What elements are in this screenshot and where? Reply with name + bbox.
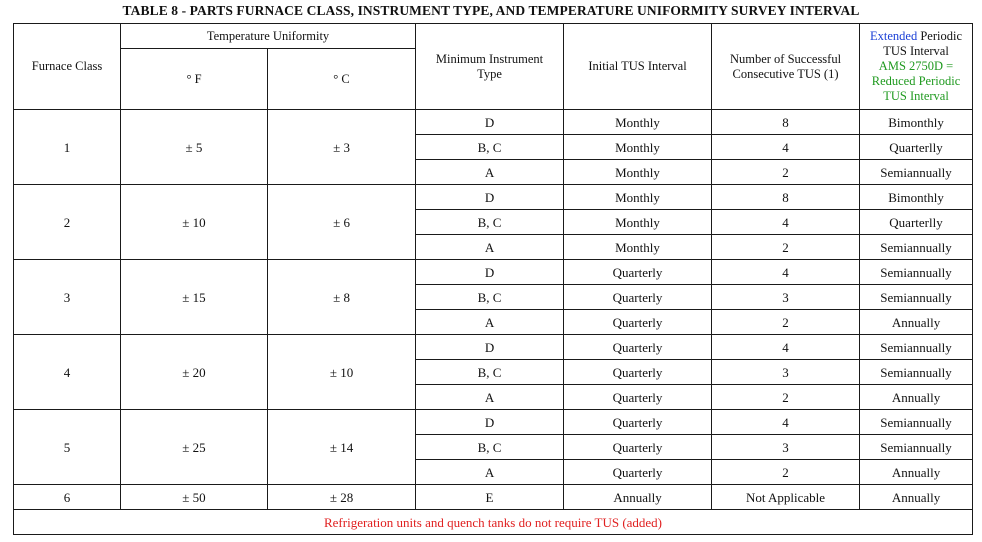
header-deg-c: ° C — [268, 49, 416, 110]
cell-successful-count: 3 — [712, 285, 860, 310]
cell-uniformity-c: ± 3 — [268, 110, 416, 185]
cell-instrument-type: E — [416, 485, 564, 510]
cell-periodic-interval: Semiannually — [860, 360, 973, 385]
cell-successful-count: 2 — [712, 460, 860, 485]
cell-successful-count: Not Applicable — [712, 485, 860, 510]
cell-periodic-interval: Annually — [860, 485, 973, 510]
header-number-successful — [712, 24, 860, 110]
header-ams-line1: AMS 2750D = — [878, 59, 954, 73]
cell-furnace-class: 5 — [14, 410, 121, 485]
cell-successful-count: 2 — [712, 160, 860, 185]
cell-furnace-class: 2 — [14, 185, 121, 260]
header-deg-f: ° F — [121, 49, 268, 110]
header-min-instrument-line1: Minimum Instrument — [435, 51, 544, 66]
cell-instrument-type: A — [416, 385, 564, 410]
cell-furnace-class: 1 — [14, 110, 121, 185]
header-min-instrument-line2: Type — [477, 66, 502, 81]
cell-uniformity-c: ± 6 — [268, 185, 416, 260]
cell-successful-count: 4 — [712, 260, 860, 285]
cell-furnace-class: 4 — [14, 335, 121, 410]
header-minimum-instrument-type — [416, 24, 564, 110]
header-temperature-uniformity: Temperature Uniformity — [121, 24, 416, 49]
cell-periodic-interval: Semiannually — [860, 410, 973, 435]
table-row — [14, 185, 973, 210]
cell-initial-interval: Monthly — [564, 135, 712, 160]
header-periodic-word: Periodic — [917, 29, 963, 43]
cell-periodic-interval: Semiannually — [860, 235, 973, 260]
header-ams-line2: Reduced Periodic — [871, 74, 961, 88]
cell-uniformity-c: ± 10 — [268, 335, 416, 410]
cell-successful-count: 8 — [712, 110, 860, 135]
cell-instrument-type: B, C — [416, 360, 564, 385]
table-row — [14, 110, 973, 135]
cell-initial-interval: Monthly — [564, 160, 712, 185]
tus-table — [13, 23, 973, 535]
cell-successful-count: 4 — [712, 210, 860, 235]
cell-initial-interval: Quarterly — [564, 410, 712, 435]
cell-instrument-type: D — [416, 185, 564, 210]
cell-instrument-type: A — [416, 460, 564, 485]
cell-instrument-type: A — [416, 235, 564, 260]
cell-successful-count: 4 — [712, 135, 860, 160]
cell-successful-count: 4 — [712, 410, 860, 435]
cell-successful-count: 8 — [712, 185, 860, 210]
cell-successful-count: 2 — [712, 310, 860, 335]
cell-initial-interval: Quarterly — [564, 360, 712, 385]
cell-instrument-type: D — [416, 410, 564, 435]
cell-periodic-interval: Semiannually — [860, 160, 973, 185]
cell-periodic-interval: Annually — [860, 385, 973, 410]
cell-instrument-type: A — [416, 160, 564, 185]
header-extended-word: Extended — [870, 29, 918, 43]
header-initial-tus-interval: Initial TUS Interval — [564, 24, 712, 110]
cell-instrument-type: B, C — [416, 210, 564, 235]
cell-periodic-interval: Semiannually — [860, 285, 973, 310]
cell-initial-interval: Monthly — [564, 110, 712, 135]
cell-periodic-interval: Semiannually — [860, 335, 973, 360]
cell-periodic-interval: Annually — [860, 460, 973, 485]
header-tus-interval: TUS Interval — [883, 44, 949, 58]
cell-periodic-interval: Quarterlly — [860, 210, 973, 235]
cell-instrument-type: B, C — [416, 135, 564, 160]
header-num-successful-line2: Consecutive TUS (1) — [732, 66, 839, 81]
cell-successful-count: 3 — [712, 360, 860, 385]
cell-periodic-interval: Semiannually — [860, 435, 973, 460]
cell-initial-interval: Quarterly — [564, 435, 712, 460]
cell-initial-interval: Quarterly — [564, 335, 712, 360]
cell-initial-interval: Monthly — [564, 210, 712, 235]
cell-initial-interval: Quarterly — [564, 310, 712, 335]
cell-instrument-type: D — [416, 260, 564, 285]
cell-instrument-type: D — [416, 110, 564, 135]
cell-initial-interval: Quarterly — [564, 285, 712, 310]
cell-instrument-type: D — [416, 335, 564, 360]
header-ams-line3: TUS Interval — [883, 89, 949, 103]
cell-uniformity-f: ± 20 — [121, 335, 268, 410]
cell-successful-count: 2 — [712, 385, 860, 410]
cell-successful-count: 3 — [712, 435, 860, 460]
table-row — [14, 260, 973, 285]
header-furnace-class: Furnace Class — [14, 24, 121, 110]
cell-uniformity-c: ± 28 — [268, 485, 416, 510]
cell-initial-interval: Monthly — [564, 235, 712, 260]
cell-instrument-type: A — [416, 310, 564, 335]
cell-initial-interval: Monthly — [564, 185, 712, 210]
cell-furnace-class: 3 — [14, 260, 121, 335]
cell-uniformity-f: ± 10 — [121, 185, 268, 260]
cell-successful-count: 4 — [712, 335, 860, 360]
header-num-successful-line1: Number of Successful — [729, 51, 842, 66]
cell-initial-interval: Quarterly — [564, 460, 712, 485]
cell-uniformity-c: ± 14 — [268, 410, 416, 485]
table-title: TABLE 8 - PARTS FURNACE CLASS, INSTRUMENT TYPE, AND TEMPERATURE UNIFORMITY SURVEY INTERVAL — [122, 3, 860, 18]
footer-note: Refrigeration units and quench tanks do not require TUS (added) — [14, 510, 973, 535]
table-row — [14, 335, 973, 360]
cell-uniformity-c: ± 8 — [268, 260, 416, 335]
cell-periodic-interval: Quarterlly — [860, 135, 973, 160]
cell-uniformity-f: ± 25 — [121, 410, 268, 485]
cell-successful-count: 2 — [712, 235, 860, 260]
cell-periodic-interval: Bimonthly — [860, 185, 973, 210]
cell-periodic-interval: Bimonthly — [860, 110, 973, 135]
cell-periodic-interval: Annually — [860, 310, 973, 335]
cell-initial-interval: Quarterly — [564, 260, 712, 285]
cell-periodic-interval: Semiannually — [860, 260, 973, 285]
cell-instrument-type: B, C — [416, 435, 564, 460]
cell-furnace-class: 6 — [14, 485, 121, 510]
table-row — [14, 410, 973, 435]
header-extended-periodic — [860, 24, 973, 110]
footer-row — [14, 510, 973, 535]
table-row — [14, 485, 973, 510]
cell-initial-interval: Annually — [564, 485, 712, 510]
cell-instrument-type: B, C — [416, 285, 564, 310]
cell-uniformity-f: ± 5 — [121, 110, 268, 185]
cell-uniformity-f: ± 15 — [121, 260, 268, 335]
cell-initial-interval: Quarterly — [564, 385, 712, 410]
cell-uniformity-f: ± 50 — [121, 485, 268, 510]
